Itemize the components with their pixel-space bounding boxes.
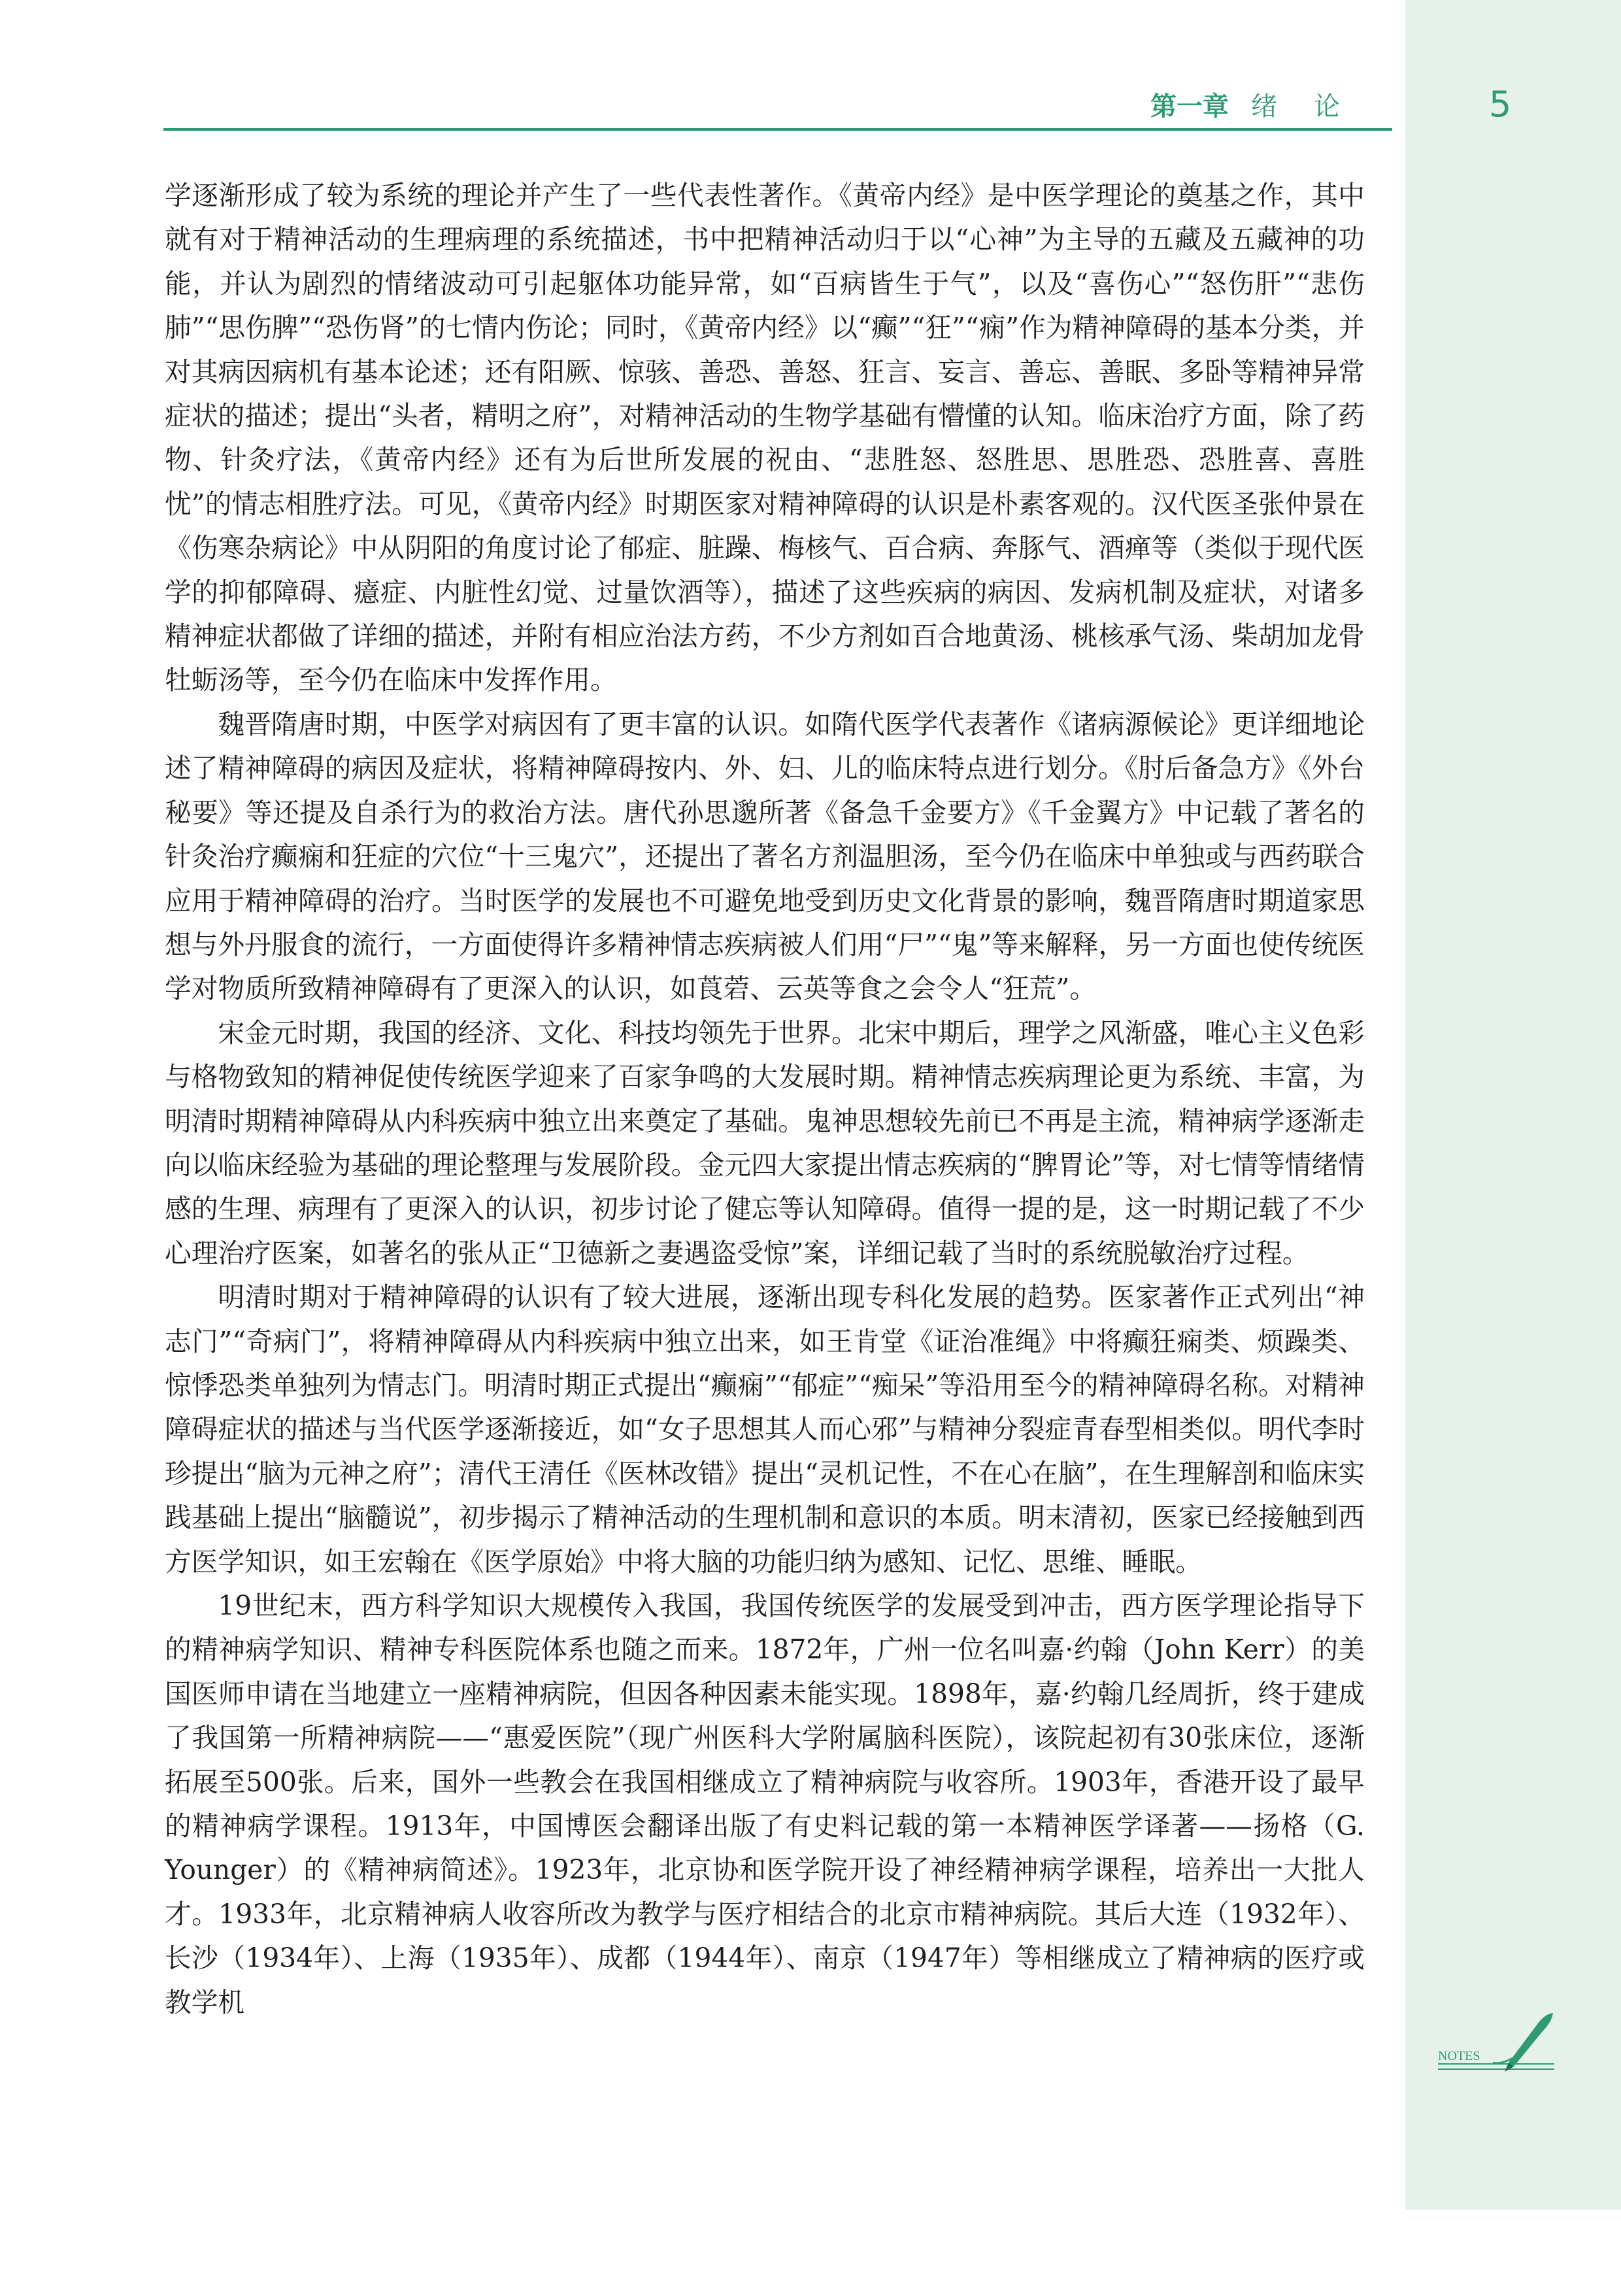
paragraph: 魏晋隋唐时期，中医学对病因有了更丰富的认识。如隋代医学代表著作《诸病源候论》更详细地论述了精神障碍的病因及症状，将精神障碍按内、外、妇、儿的临床特点进行划分。《肘后备急方》《外台秘要》等还提及自杀行为的救治方法。唐代孙思邈所著《备急千金要方》《千金翼方》中记载了著名的针灸治疗癫痫和狂症的穴位“十三鬼穴”，还提出了著名方剂温胆汤，至今仍在临床中单独或与西药联合应用于精神障碍的治疗。当时医学的发展也不可避免地受到历史文化背景的影响，魏晋隋唐时期道家思想与外丹服食的流行，一方面使得许多精神情志疾病被人们用“尸”“鬼”等来解释，另一方面也使传统医学对物质所致精神障碍有了更深入的认识，如莨菪、云英等食之会令人“狂荒”。 [165,708,1365,1005]
chapter-title: 绪论 [1251,92,1377,122]
notes-margin-band [1405,0,1621,2210]
notes-label: NOTES [1438,2049,1480,2063]
paragraph: 明清时期对于精神障碍的认识有了较大进展，逐渐出现专科化发展的趋势。医家著作正式列出“神志门”“奇病门”，将精神障碍从内科疾病中独立出来，如王肯堂《证治准绳》中将癫狂痫类、烦躁类、惊悸恐类单独列为情志门。明清时期正式提出“癫痫”“郁症”“痴呆”等沿用至今的精神障碍名称。对精神障碍症状的描述与当代医学逐渐接近，如“女子思想其人而心邪”与精神分裂症青春型相类似。明代李时珍提出“脑为元神之府”；清代王清任《医林改错》提出“灵机记性，不在心在脑”，在生理解剖和临床实践基础上提出“脑髓说”，初步揭示了精神活动的生理机制和意识的本质。明末清初，医家已经接触到西方医学知识，如王宏翰在《医学原始》中将大脑的功能归纳为感知、记忆、思维、睡眠。 [165,1281,1365,1578]
notes-graphic [1438,2010,1569,2082]
paragraph: 宋金元时期，我国的经济、文化、科技均领先于世界。北宋中期后，理学之风渐盛，唯心主义色彩与格物致知的精神促使传统医学迎来了百家争鸣的大发展时期。精神情志疾病理论更为系统、丰富，为明清时期精神障碍从内科疾病中独立出来奠定了基础。鬼神思想较先前已不再是主流，精神病学逐渐走向以临床经验为基础的理论整理与发展阶段。金元四大家提出情志疾病的“脾胃论”等，对七情等情绪情感的生理、病理有了更深入的认识，初步讨论了健忘等认知障碍。值得一提的是，这一时期记载了不少心理治疗医案，如著名的张从正“卫德新之妻遇盗受惊”案，详细记载了当时的系统脱敏治疗过程。 [165,1017,1365,1269]
pen-icon [1493,2013,1553,2072]
running-header [1150,90,1377,123]
header-rule [163,128,1392,131]
paragraph: 学逐渐形成了较为系统的理论并产生了一些代表性著作。《黄帝内经》是中医学理论的奠基之作，其中就有对于精神活动的生理病理的系统描述，书中把精神活动归于以“心神”为主导的五藏及五藏神的功能，并认为剧烈的情绪波动可引起躯体功能异常，如“百病皆生于气”，以及“喜伤心”“怒伤肝”“悲伤肺”“思伤脾”“恐伤肾”的七情内伤论；同时，《黄帝内经》以“癫”“狂”“痫”作为精神障碍的基本分类，并对其病因病机有基本论述；还有阳厥、惊骇、善恐、善怒、狂言、妄言、善忘、善眠、多卧等精神异常症状的描述；提出“头者，精明之府”，对精神活动的生物学基础有懵懂的认知。临床治疗方面，除了药物、针灸疗法，《黄帝内经》还有为后世所发展的祝由、“悲胜怒、怒胜思、思胜恐、恐胜喜、喜胜忧”的情志相胜疗法。可见，《黄帝内经》时期医家对精神障碍的认识是朴素客观的。汉代医圣张仲景在《伤寒杂病论》中从阴阳的角度讨论了郁症、脏躁、梅核气、百合病、奔豚气、酒瘅等（类似于现代医学的抑郁障碍、癔症、内脏性幻觉、过量饮酒等），描述了这些疾病的病因、发病机制及症状，对诸多精神症状都做了详细的描述，并附有相应治法方药，不少方剂如百合地黄汤、桃核承气汤、柴胡加龙骨牡蛎汤等，至今仍在临床中发挥作用。 [165,180,1365,696]
paragraph: 19世纪末，西方科学知识大规模传入我国，我国传统医学的发展受到冲击，西方医学理论指导下的精神病学知识、精神专科医院体系也随之而来。1872年，广州一位名叫嘉·约翰（John Kerr）的美国医师申请在当地建立一座精神病院，但因各种因素未能实现。1898年，嘉·约翰几经周折，终于建成了我国第一所精神病院——“惠爱医院”（现广州医科大学附属脑科医院），该院起初有30张床位，逐渐拓展至500张。后来，国外一些教会在我国相继成立了精神病院与收容所。1903年，香港开设了最早的精神病学课程。1913年，中国博医会翻译出版了有史料记载的第一本精神医学译著——扬格（G. Younger）的《精神病简述》。1923年，北京协和医学院开设了神经精神病学课程，培养出一大批人才。1933年，北京精神病人收容所改为教学与医疗相结合的北京市精神病院。其后大连（1932年）、长沙（1934年）、上海（1935年）、成都（1944年）、南京（1947年）等相继成立了精神病的医疗或教学机 [165,1590,1365,2018]
page-number: 5 [1488,84,1512,125]
notes-badge [1438,2010,1569,2082]
chapter-label: 第一章 [1150,92,1229,122]
body-text [165,174,1365,2025]
